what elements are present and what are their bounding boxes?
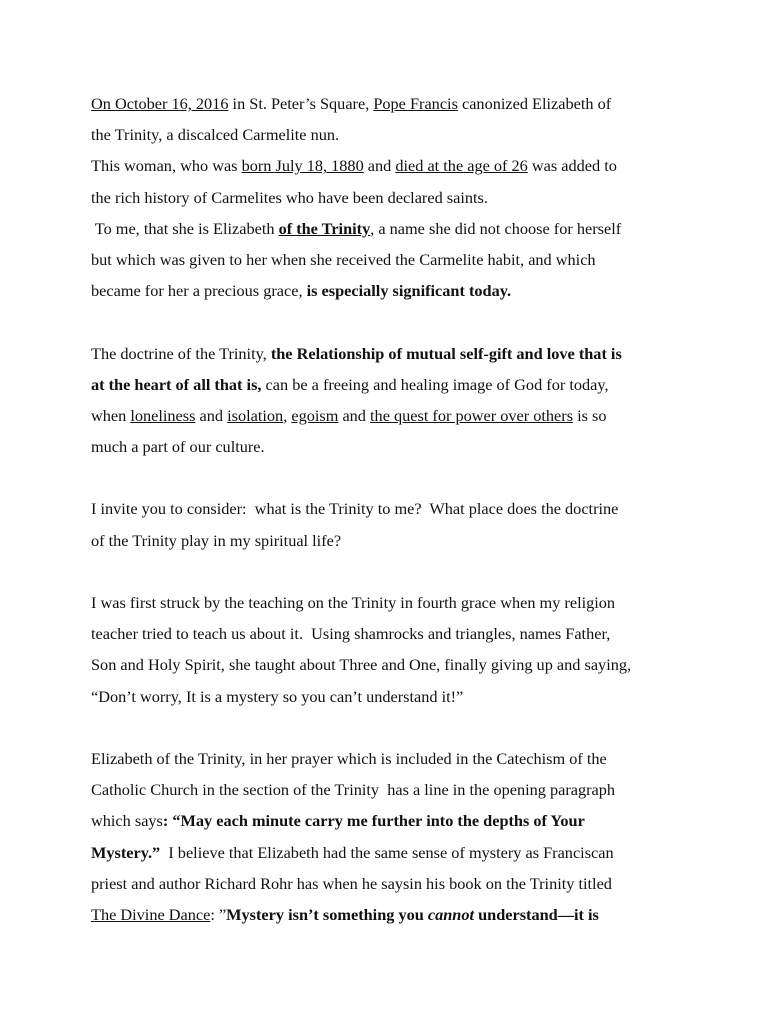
paragraph-spacer: [91, 462, 691, 493]
text-line: [91, 400, 691, 431]
paragraph-biography: [91, 150, 691, 212]
text-run: To me, that she is Elizabeth: [91, 218, 279, 238]
text-run: : ”: [210, 904, 227, 924]
paragraph-spacer: [91, 712, 691, 743]
text-line: [91, 150, 691, 181]
text-line: “Don’t worry, It is a mystery so you can’t understand it!”: [91, 686, 464, 706]
text-run: I believe that Elizabeth had the same sense of mystery as Franciscan: [160, 842, 614, 862]
bold-quote-run: understand—it is: [474, 904, 599, 924]
underlined-date: On October 16, 2016: [91, 94, 229, 113]
text-line: I was first struck by the teaching on the Trinity in fourth grace when my religion: [91, 593, 616, 612]
bold-text-run: the Relationship of mutual self-gift and love that is: [270, 343, 622, 363]
paragraph-invitation: [91, 493, 691, 555]
text-line: [91, 899, 691, 930]
paragraph-childhood-memory: [91, 587, 691, 712]
text-line: [91, 213, 691, 244]
underlined-birth-date: born July 18, 1880: [241, 156, 364, 176]
text-run: was added to: [527, 156, 617, 176]
underlined-quest-for-power: the quest for power over others: [370, 405, 574, 425]
underlined-loneliness: loneliness: [130, 405, 196, 425]
text-run: and: [338, 405, 371, 425]
bold-text-run: at the heart of all that is,: [91, 374, 262, 394]
text-run: The doctrine of the Trinity,: [91, 343, 271, 363]
paragraph-canonization: [91, 88, 691, 150]
text-run: and: [195, 405, 228, 425]
text-line: Son and Holy Spirit, she taught about Three and One, finally giving up and saying,: [91, 655, 632, 675]
text-run: which says: [91, 811, 163, 831]
text-line: [91, 275, 691, 306]
bold-quote-run: Mystery isn’t something you: [226, 904, 428, 924]
text-line: of the Trinity play in my spiritual life?: [91, 530, 342, 550]
text-run: when: [91, 405, 131, 425]
text-run: in St. Peter’s Square,: [228, 94, 374, 113]
text-run: , a name she did not choose for herself: [370, 218, 622, 238]
paragraph-spacer: [91, 556, 691, 587]
bold-quote-run: Mystery.”: [91, 842, 161, 862]
text-run: is so: [573, 405, 607, 425]
text-run: This woman, who was: [91, 156, 242, 176]
paragraph-spacer: [91, 306, 691, 337]
text-line: but which was given to her when she received the Carmelite habit, and which: [91, 249, 596, 269]
underlined-isolation: isolation: [227, 405, 284, 425]
text-line: [91, 369, 691, 400]
text-line: I invite you to consider: what is the Trinity to me? What place does the doctrine: [91, 499, 619, 519]
text-line: [91, 805, 691, 836]
text-run: became for her a precious grace,: [91, 281, 307, 301]
underlined-pope-francis: Pope Francis: [373, 94, 458, 113]
paragraph-significance: [91, 213, 691, 307]
text-run: canonized Elizabeth of: [457, 94, 612, 113]
text-line: much a part of our culture.: [91, 437, 265, 457]
text-line: the Trinity, a discalced Carmelite nun.: [91, 125, 340, 145]
bold-italic-cannot: cannot: [427, 904, 475, 924]
text-line: priest and author Richard Rohr has when he saysin his book on the Trinity titled: [91, 873, 612, 893]
text-line: Elizabeth of the Trinity, in her prayer which is included in the Catechism of the: [91, 748, 607, 768]
underlined-egoism: egoism: [291, 405, 339, 425]
text-line: teacher tried to teach us about it. Using shamrocks and triangles, names Father,: [91, 624, 611, 644]
text-line: [91, 837, 691, 868]
text-line: the rich history of Carmelites who have been declared saints.: [91, 187, 488, 207]
text-line: Catholic Church in the section of the Trinity has a line in the opening paragraph: [91, 780, 616, 800]
bold-text-run: is especially significant today.: [306, 281, 512, 301]
bold-quote-run: : “May each minute carry me further into the depths of Your: [162, 811, 585, 831]
text-line: [91, 338, 691, 369]
text-run: can be a freeing and healing image of God for today,: [261, 374, 609, 394]
underlined-book-title: The Divine Dance: [91, 904, 211, 924]
paragraph-mystery: [91, 743, 691, 930]
underlined-death-age: died at the age of 26: [395, 156, 528, 176]
text-run: ,: [283, 405, 292, 425]
document-body: [91, 88, 691, 930]
text-run: and: [363, 156, 396, 176]
paragraph-doctrine: [91, 338, 691, 463]
text-line: [91, 88, 691, 119]
underlined-bold-of-the-trinity: of the Trinity: [278, 218, 371, 238]
